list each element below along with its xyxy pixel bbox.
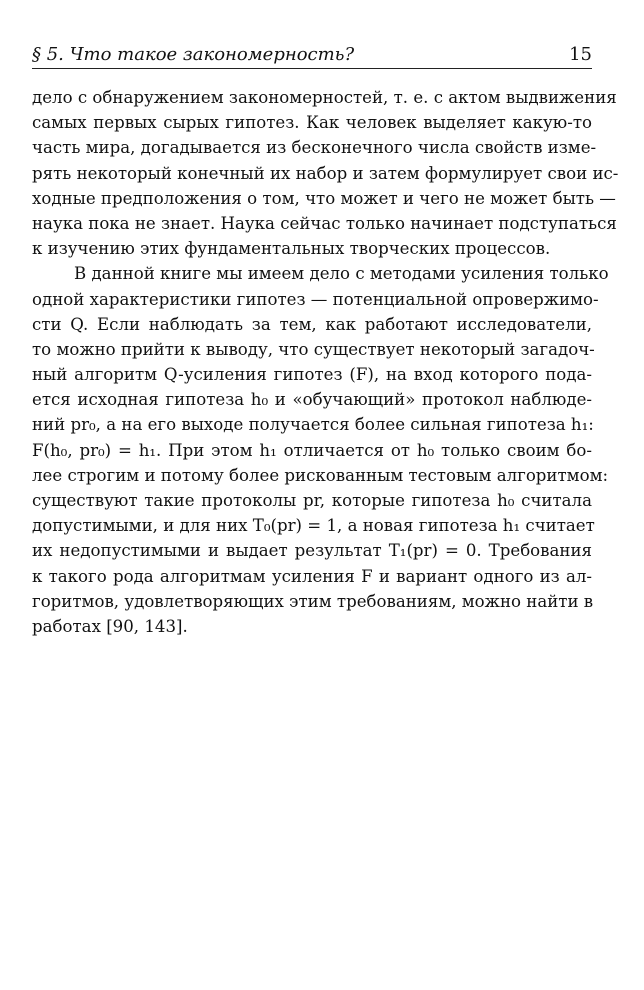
text-line: ный алгоритм Q-усиления гипотез (F), на вход которого пода- bbox=[32, 365, 592, 385]
text-line: работах [90, 143]. bbox=[32, 616, 188, 636]
paragraph-2 bbox=[32, 261, 609, 639]
text-line: ется исходная гипотеза h₀ и «обучающий» протокол наблюде- bbox=[32, 390, 592, 410]
text-line: горитмов, удовлетворяющих этим требованиям, можно найти в bbox=[32, 591, 594, 611]
text-line: к изучению этих фундаментальных творческих процессов. bbox=[32, 239, 551, 259]
text-line: лее строгим и потому более рискованным тестовым алгоритмом: bbox=[32, 465, 609, 485]
text-line: В данной книге мы имеем дело с методами усиления только bbox=[74, 264, 609, 284]
text-line: ний pr₀, а на его выходе получается более сильная гипотеза h₁: bbox=[32, 415, 594, 435]
text-line: самых первых сырых гипотез. Как человек выделяет какую-то bbox=[32, 113, 592, 133]
text-line: то можно прийти к выводу, что существует некоторый загадоч- bbox=[32, 339, 595, 359]
body-text bbox=[32, 85, 619, 639]
text-line: F(h₀, pr₀) = h₁. При этом h₁ отличается от h₀ только своим бо- bbox=[32, 440, 592, 460]
text-line: допустимыми, и для них T₀(pr) = 1, а новая гипотеза h₁ считает bbox=[32, 516, 595, 536]
paragraph-1 bbox=[32, 85, 619, 261]
text-line: рять некоторый конечный их набор и затем формулирует свои ис- bbox=[32, 163, 619, 183]
section-title: § 5. Что такое закономерность? bbox=[32, 44, 355, 65]
text-line: одной характеристики гипотез — потенциальной опровержимо- bbox=[32, 289, 599, 309]
page-number: 15 bbox=[569, 44, 592, 65]
running-header bbox=[32, 44, 592, 69]
text-line: дело с обнаружением закономерностей, т. е. с актом выдвижения bbox=[32, 88, 617, 107]
text-line: ходные предположения о том, что может и чего не может быть — bbox=[32, 188, 616, 208]
text-line: существуют такие протоколы pr, которые гипотеза h₀ считала bbox=[32, 491, 592, 510]
text-line: наука пока не знает. Наука сейчас только начинает подступаться bbox=[32, 213, 617, 233]
text-line: часть мира, догадывается из бесконечного числа свойств изме- bbox=[32, 138, 597, 158]
text-line: сти Q. Если наблюдать за тем, как работают исследователи, bbox=[32, 314, 592, 334]
text-line: к такого рода алгоритмам усиления F и вариант одного из ал- bbox=[32, 566, 592, 586]
text-line: их недопустимыми и выдает результат T₁(pr) = 0. Требования bbox=[32, 541, 592, 561]
